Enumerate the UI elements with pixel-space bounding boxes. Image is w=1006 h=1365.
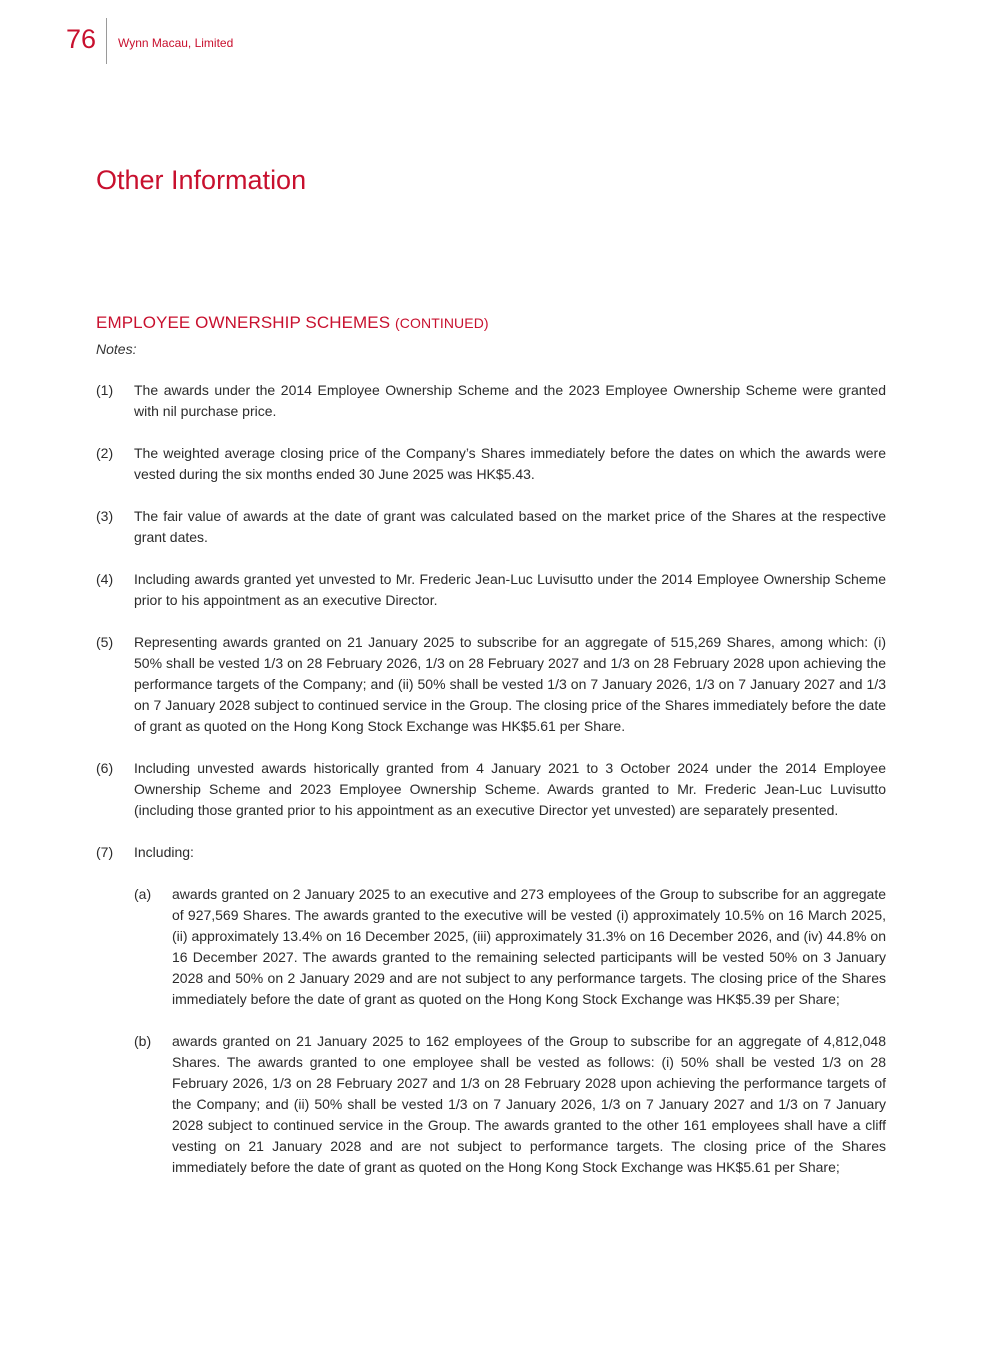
subnote-text: awards granted on 2 January 2025 to an executive and 273 employees of the Group to subscribe for an aggregate of 927,569 Shares. The awards granted to the executive will be vested (i) approximately 10.5% on 16 March 2025, (ii) approximately 13.4% on 16 December 2025, (iii) approximately 31.3% on 16 December 2026, and (iv) 44.8% on 16 December 2027. The awards granted to the remaining selected participants will be vested 50% on 3 January 2028 and 50% on 2 January 2029 and are not subject to any performance targets. The closing price of the Shares immediately before the date of grant as quoted on the Hong Kong Stock Exchange was HK$5.39 per Share; (172, 886, 886, 1007)
page-number: 76 (66, 24, 97, 54)
subnote-letter: (a) (134, 886, 152, 902)
page-title: Other Information (96, 165, 307, 195)
note-number: (6) (96, 760, 114, 776)
subnote-item (134, 1031, 886, 1178)
note-number: (1) (96, 382, 114, 398)
note-number: (5) (96, 634, 114, 650)
subnote-text: awards granted on 21 January 2025 to 162 employees of the Group to subscribe for an aggregate of 4,812,048 Shares. The awards granted to one employee shall be vested as follows: (i) 50% shall be vested 1/3 on 28 February 2026, 1/3 on 28 February 2027 and 1/3 on 28 February 2028 upon achieving the performance targets of the Company; and (ii) 50% shall be vested 1/3 on 7 January 2026, 1/3 on 7 January 2027 and 1/3 on 7 January 2028 subject to continued service in the Group. The awards granted to the other 161 employees shall have a cliff vesting on 21 January 2028 and are not subject to performance targets. The closing price of the Shares immediately before the date of grant as quoted on the Hong Kong Stock Exchange was HK$5.61 per Share; (172, 1033, 886, 1175)
note-text: Including unvested awards historically granted from 4 January 2021 to 3 October 2024 under the 2014 Employee Ownership Scheme and 2023 Employee Ownership Scheme. Awards granted to Mr. Frederic Jean-Luc Luvisutto (including those granted prior to his appointment as an executive Director yet unvested) are separately presented. (134, 760, 886, 818)
section-heading-text: EMPLOYEE OWNERSHIP SCHEMES (96, 313, 391, 332)
note-item (96, 569, 886, 611)
note-number: (7) (96, 844, 114, 860)
note-text: Including: (134, 844, 194, 860)
note-item (96, 758, 886, 821)
note-number: (2) (96, 445, 114, 461)
note-item (96, 380, 886, 422)
header-divider (106, 18, 107, 64)
note-text: The weighted average closing price of the Company’s Shares immediately before the dates on which the awards were vested during the six months ended 30 June 2025 was HK$5.43. (134, 445, 886, 482)
note-item (96, 506, 886, 548)
subnote-letter: (b) (134, 1033, 152, 1049)
note-text: Representing awards granted on 21 January 2025 to subscribe for an aggregate of 515,269 Shares, among which: (i) 50% shall be vested 1/3 on 28 February 2026, 1/3 on 28 February 2027 and 1/3 on 28 February 2028 upon achieving the performance targets of the Company; and (ii) 50% shall be vested 1/3 on 7 January 2026, 1/3 on 7 January 2027 and 1/3 on 7 January 2028 subject to continued service in the Group. The closing price of the Shares immediately before the date of grant as quoted on the Hong Kong Stock Exchange was HK$5.61 per Share. (134, 634, 886, 734)
notes-list (96, 380, 886, 1199)
subnote-item (134, 884, 886, 1010)
note-number: (4) (96, 571, 114, 587)
company-name: Wynn Macau, Limited (118, 36, 234, 50)
section-heading-suffix: (CONTINUED) (395, 315, 489, 331)
note-item (96, 842, 886, 863)
notes-label: Notes: (96, 341, 137, 357)
note-item (96, 632, 886, 737)
section-heading (96, 313, 489, 333)
note-text: Including awards granted yet unvested to Mr. Frederic Jean-Luc Luvisutto under the 2014 Employee Ownership Scheme prior to his appointment as an executive Director. (134, 571, 886, 608)
note-number: (3) (96, 508, 114, 524)
note-item (96, 443, 886, 485)
note-text: The fair value of awards at the date of grant was calculated based on the market price of the Shares at the respective grant dates. (134, 508, 886, 545)
note-text: The awards under the 2014 Employee Ownership Scheme and the 2023 Employee Ownership Scheme were granted with nil purchase price. (134, 382, 886, 419)
